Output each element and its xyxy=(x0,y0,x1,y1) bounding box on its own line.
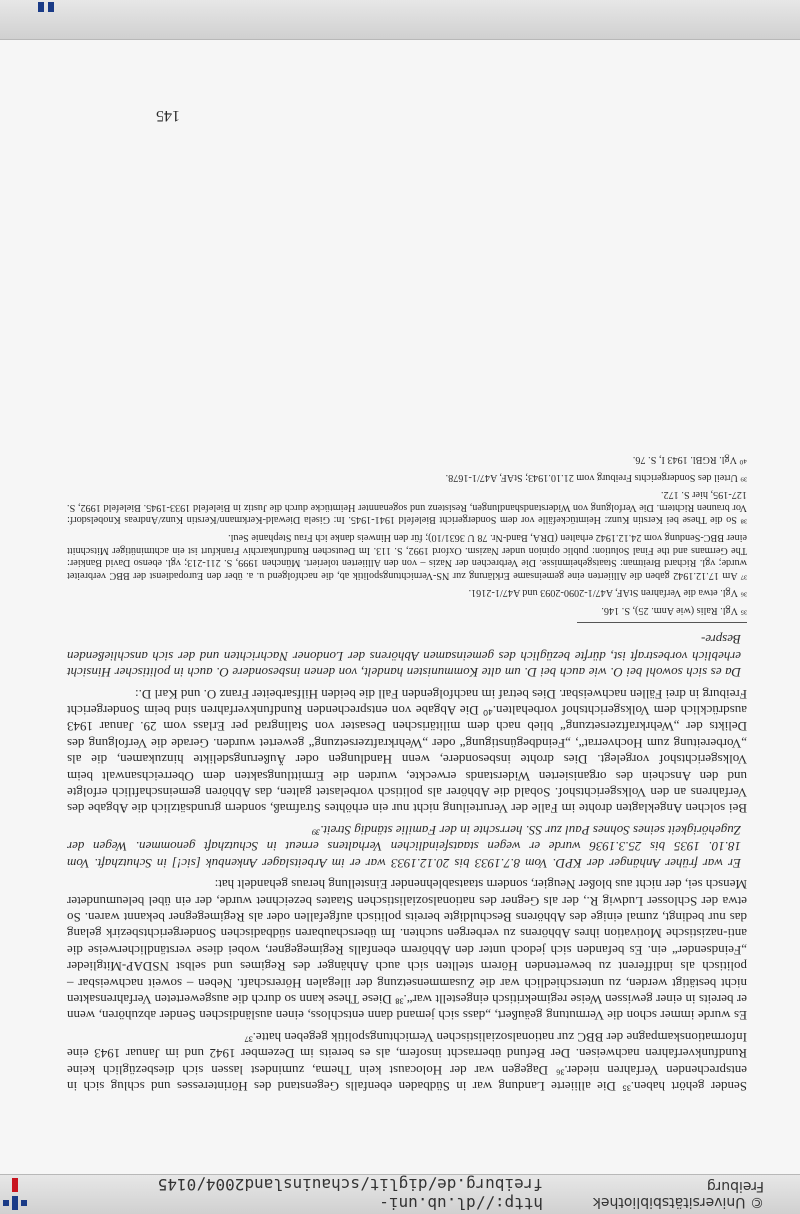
footnote: ³⁶ Vgl. etwa die Verfahren StAF, A47/1-2090-2093 und A47/1-2161. xyxy=(468,587,747,599)
page-number: 145 xyxy=(156,107,180,124)
footnote: ³⁹ Urteil des Sondergerichts Freiburg vom 21.10.1943; StAF, A47/1-1678. xyxy=(445,471,747,483)
footnote: ⁴⁰ Vgl. RGBl. 1943 I, S. 76. xyxy=(632,454,747,466)
footer-bar xyxy=(0,0,800,40)
footnote: ³⁷ Am 17.12.1942 gaben die Alliierten eine gemeinsame Erklärung zur NS-Vernichtungspolitik ab, die nachfolgend u. a. über den Europadienst der BBC verbreitet wurde; vgl. Richard Breitman: Staatsgeheimnisse. Die Verbrechen der Nazis – von den Alliierten toleriert. München 1999, S. 211-213; vgl. ebenso David Bankier: The Germans and the Final Solution: public opinion under Nazism. Oxford 1992, S. 113. Im Deutschen Rundfunkarchiv Frankfurt ist ein achtminütiger Mitschnitt einer BBC-Sendung vom 24.12.1942 erhalten (DRA, Band-Nr. 78 U 3631/10); für den Hinweis danke ich Frau Stephanie Seul. xyxy=(67,532,747,581)
copyright-notice: © Universitätsbibliothek Freiburg xyxy=(592,1178,764,1211)
body-text xyxy=(67,448,747,1095)
document-page xyxy=(0,40,800,1174)
permalink-url[interactable]: http://dl.ub.uni-freiburg.de/diglit/schauinsland2004/0145 xyxy=(157,1175,544,1214)
ub-freiburg-logo-icon xyxy=(0,1174,30,1214)
ub-freiburg-logo-icon xyxy=(18,0,60,14)
footnote: ³⁵ Vgl. Ralis (wie Anm. 25), S. 146. xyxy=(601,605,747,617)
paragraph: Bei solchen Angeklagten drohte im Falle der Verurteilung nicht nur ein erhöhtes Strafmaß, sondern grundsätzlich die Abgabe des Verfahrens an den Volksgerichtshof. Sobald die Abhörer als politisch vorbelastet galten, das Abhören gemeinschaftlich erfolgte und den Anschein des organisierten Widerstands erweckte, wurden die Ermittlungsakten dem Oberreichsanwalt beim Volksgerichtshof vorgelegt. Dies drohte insbesondere, wenn Handlungen oder Äußerungsdelikte hinzukamen, die als „Vorbereitung zum Hochverrat“, „Feindbegünstigung“ oder „Wehrkraftzersetzung“ gewertet wurden. Gerade die Verfolgung des Delikts der „Wehrkraftzersetzung“ blieb nach dem militärischen Desaster von Stalingrad per Erlass vom 29. Januar 1943 ausdrücklich dem Volksgerichtshof vorbehalten.⁴⁰ Die Abgabe von entsprechenden Rundfunkverfahren sind beim Sondergericht Freiburg in drei Fällen nachweisbar. Dies betraf im nachfolgenden Fall die beiden Hilfsarbeiter Franz O. und Karl D.: xyxy=(67,686,747,817)
quote-paragraph: Da es sich sowohl bei O. wie auch bei D. um alte Kommunisten handelt, von denen insbesondere O. auch in politischer Hinsicht erheblich vorbestraft ist, dürfte bezüglich des gemeinsamen Abhörens der Londoner Nachrichten und der sich anschließenden Bespre- xyxy=(67,632,741,681)
footnote: ³⁸ So die These bei Kerstin Kunz: Heimtückefälle vor dem Sondergericht Bielefeld 1941-1945. In: Gisela Diewald-Kerkmann/Kerstin Kunz/Andreas Knobelsdorf: Vor braunen Richtern. Die Verfolgung von Widerstandshandlungen, Resistenz und sogenannter Heimtücke durch die Justiz in Bielefeld 1933-1945. Bielefeld 1992, S. 127-195, hier S. 172. xyxy=(67,489,747,526)
header-bar xyxy=(0,1174,800,1214)
quote-paragraph: Er war früher Anhänger der KPD. Vom 8.7.1933 bis 20.12.1933 war er im Arbeitslager Ankenbuk [sic!] in Schutzhaft. Vom 18.10. 1935 bis 25.3.1936 wurde er wegen staatsfeindlichen Verhaltens erneut in Schutzhaft genommen. Wegen der Zugehörigkeit seines Sohnes Paul zur SS. herrschte in der Familie ständig Streit.³⁹ xyxy=(67,822,741,871)
paragraph: Es wurde immer schon die Vermutung geäußert, „dass sich jemand dann entschloss, einen ausländischen Sender abzuhören, wenn er bereits in einer gewissen Weise regimekritisch eingestellt war“.³⁸ Diese These kann so durch die ausgewerteten Verfahrensakten nicht bestätigt werden, zu unterschiedlich war die Zusammensetzung der illegalen Hörerschaft. Neben – soweit nachweisbar – politisch als indifferent zu bewertenden Hörern stellten sich auch Anhänger des Regimes und selbst NSDAP-Mitglieder „Feindsender“ ein. Es befanden sich jedoch unter den Abhörern ebenfalls Regimegegner, wobei diese verständlicherweise die anti-nazistische Motivation ihres Abhörens zu verbergen suchten. Im überschaubaren südbadischen Sondergerichtsbezirk gelang das nur bedingt, zumal einige des Abhörens Beschuldigte bereits politisch aufgefallen oder als Regimegegner bekannt waren. So etwa der Schlosser Ludwig R., der als Gegner des nationalsozialistischen Staates bezeichnet wurde, der ein übel beleumundeter Mensch sei, der nicht aus bloßer Neugier, sondern staatsablehnender Einstellung heraus gehandelt hat: xyxy=(67,877,747,1024)
footnote-divider xyxy=(577,622,747,623)
paragraph: Sender gehört haben.³⁵ Die alliierte Landung war in Südbaden ebenfalls Gegenstand des Hörinteresses und schlug sich in entsprechenden Verfahren nieder.³⁶ Dagegen war der Holocaust kein Thema, zumindest lassen sich diesbezüglich keine Rundfunkverfahren nachweisen. Der Befund überrascht insofern, als es bereits im Dezember 1942 und im Januar 1943 eine Informationskampagne der BBC zur nationalsozialistischen Vernichtungspolitik gegeben hatte.³⁷ xyxy=(67,1029,747,1094)
